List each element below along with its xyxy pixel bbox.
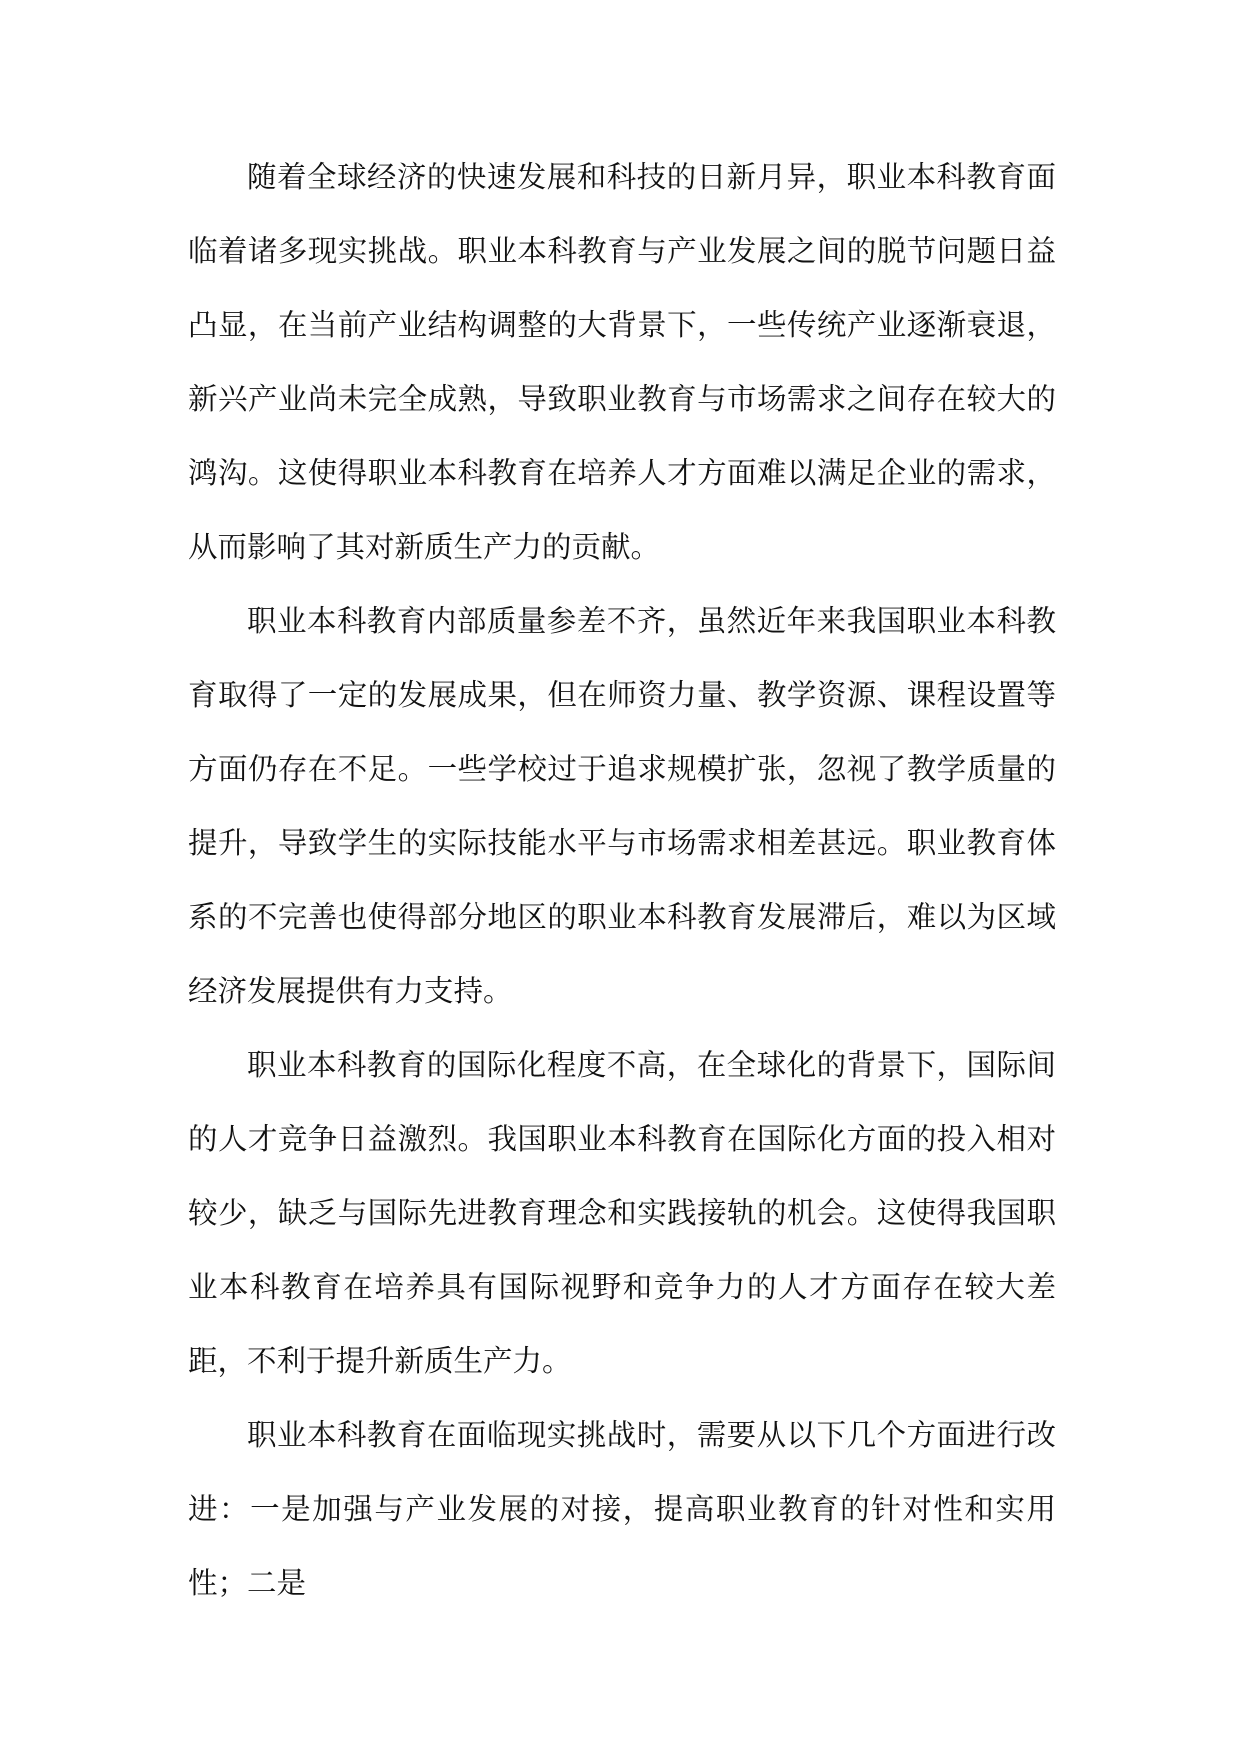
paragraph-3: 职业本科教育的国际化程度不高，在全球化的背景下，国际间的人才竞争日益激烈。我国职业本科教育在国际化方面的投入相对较少，缺乏与国际先进教育理念和实践接轨的机会。这使得我国职业本科教育在培养具有国际视野和竞争力的人才方面存在较大差距，不利于提升新质生产力。 [188, 1048, 1056, 1378]
document-body [188, 140, 1056, 1620]
paragraph-1: 随着全球经济的快速发展和科技的日新月异，职业本科教育面临着诸多现实挑战。职业本科教育与产业发展之间的脱节问题日益凸显，在当前产业结构调整的大背景下，一些传统产业逐渐衰退，新兴产业尚未完全成熟，导致职业教育与市场需求之间存在较大的鸿沟。这使得职业本科教育在培养人才方面难以满足企业的需求，从而影响了其对新质生产力的贡献。 [188, 160, 1056, 564]
paragraph-2: 职业本科教育内部质量参差不齐，虽然近年来我国职业本科教育取得了一定的发展成果，但在师资力量、教学资源、课程设置等方面仍存在不足。一些学校过于追求规模扩张，忽视了教学质量的提升，导致学生的实际技能水平与市场需求相差甚远。职业教育体系的不完善也使得部分地区的职业本科教育发展滞后，难以为区域经济发展提供有力支持。 [188, 604, 1056, 1008]
paragraph-4: 职业本科教育在面临现实挑战时，需要从以下几个方面进行改进：一是加强与产业发展的对接，提高职业教育的针对性和实用性；二是 [188, 1418, 1056, 1600]
